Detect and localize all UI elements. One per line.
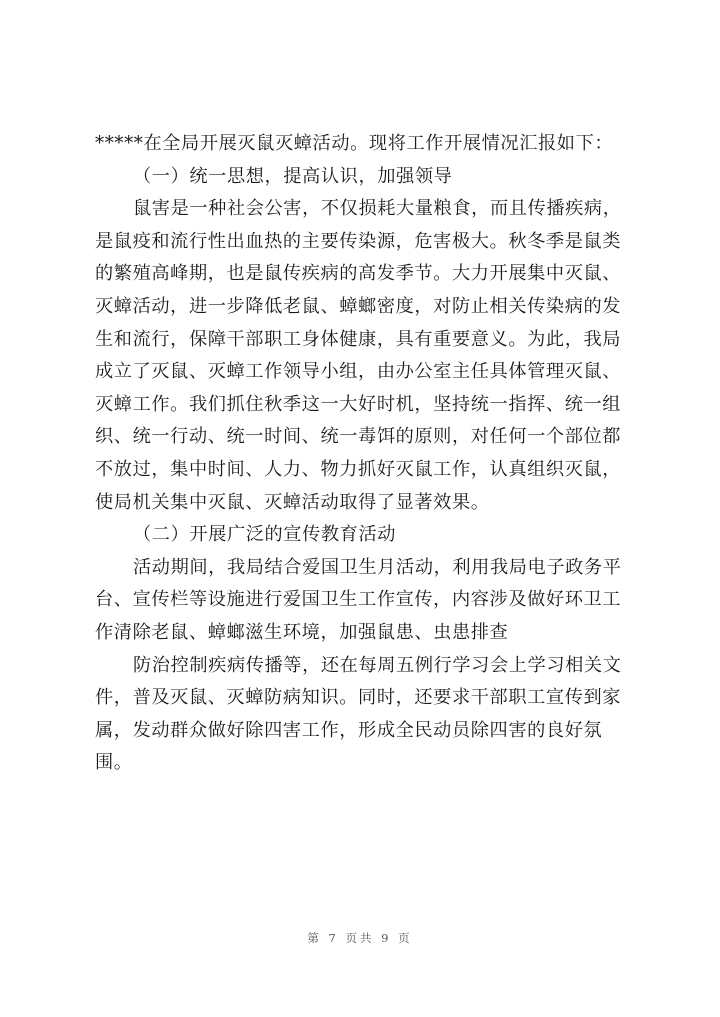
section-heading-1: （一）统一思想，提高认识，加强领导	[133, 165, 453, 187]
paragraph-line: 作清除老鼠、蟑螂滋生环境，加强鼠患、虫患排查	[95, 621, 509, 643]
paragraph-line: 织、统一行动、统一时间、统一毒饵的原则，对任何一个部位都	[95, 426, 622, 448]
paragraph-line: 鼠害是一种社会公害，不仅损耗大量粮食，而且传播疾病，	[133, 198, 622, 220]
paragraph-line: 活动期间，我局结合爱国卫生月活动，利用我局电子政务平	[133, 556, 622, 578]
document-body	[95, 128, 635, 780]
paragraph-line: 台、宣传栏等设施进行爱国卫生工作宣传，内容涉及做好环卫工	[95, 589, 622, 611]
section-heading-2: （二）开展广泛的宣传教育活动	[133, 524, 397, 546]
paragraph-line: 防治控制疾病传播等，还在每周五例行学习会上学习相关文	[133, 654, 622, 676]
paragraph-line: *****在全局开展灭鼠灭蟑活动。现将工作开展情况汇报如下：	[95, 133, 614, 154]
paragraph-line: 件，普及灭鼠、灭蟑防病知识。同时，还要求干部职工宣传到家	[95, 687, 622, 709]
page-number: 第 7 页共 9 页	[307, 931, 413, 945]
paragraph-line: 生和流行，保障干部职工身体健康，具有重要意义。为此，我局	[95, 328, 622, 350]
paragraph-line: 是鼠疫和流行性出血热的主要传染源，危害极大。秋冬季是鼠类	[95, 230, 622, 252]
paragraph-line: 围。	[95, 752, 133, 774]
paragraph-line: 灭蟑活动，进一步降低老鼠、蟑螂密度，对防止相关传染病的发	[95, 295, 622, 317]
paragraph-line: 使局机关集中灭鼠、灭蟑活动取得了显著效果。	[95, 491, 490, 513]
paragraph-line: 不放过，集中时间、人力、物力抓好灭鼠工作，认真组织灭鼠，	[95, 458, 622, 480]
paragraph-line: 成立了灭鼠、灭蟑工作领导小组，由办公室主任具体管理灭鼠、	[95, 361, 622, 383]
paragraph-line: 属，发动群众做好除四害工作，形成全民动员除四害的良好氛	[95, 719, 603, 741]
paragraph-line: 的繁殖高峰期，也是鼠传疾病的高发季节。大力开展集中灭鼠、	[95, 263, 622, 285]
paragraph-line: 灭蟑工作。我们抓住秋季这一大好时机，坚持统一指挥、统一组	[95, 393, 622, 415]
